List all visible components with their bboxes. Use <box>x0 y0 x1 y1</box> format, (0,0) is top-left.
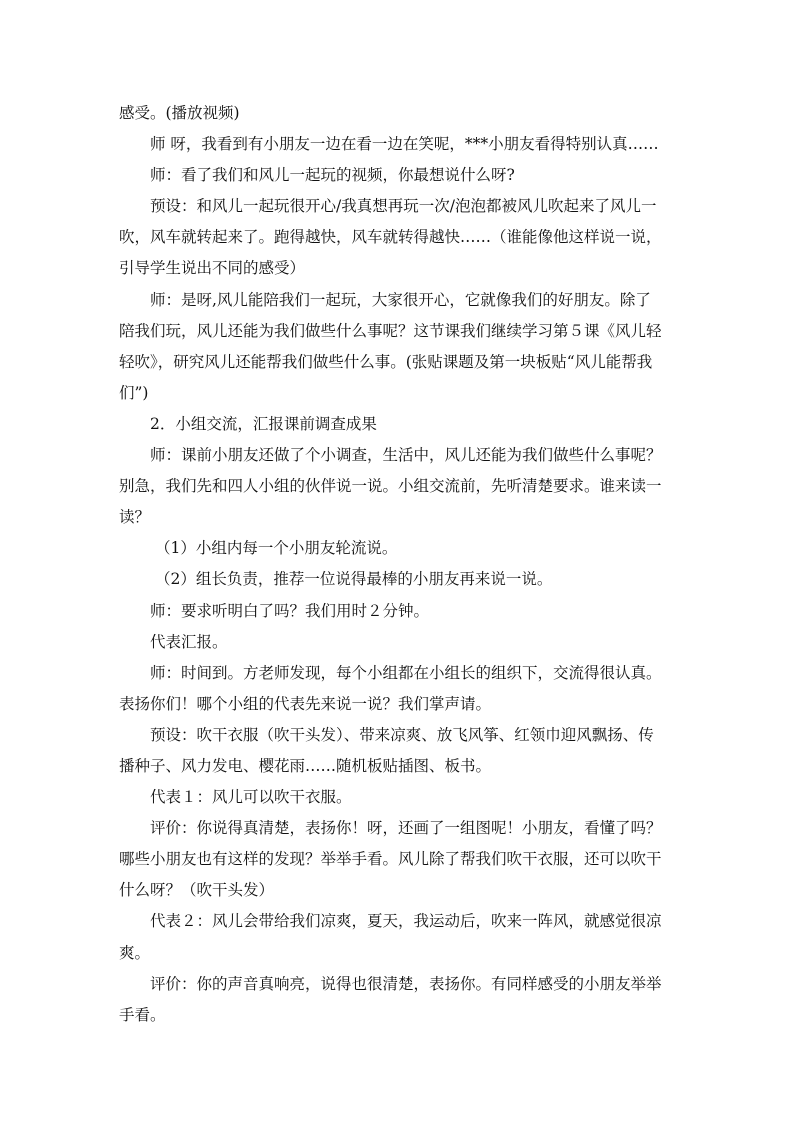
text-line: 什么呀？（吹干头发） <box>119 881 275 900</box>
text-line: 引导学生说出不同的感受） <box>119 259 306 278</box>
text-line: 师 呀，我看到有小朋友一边在看一边在笑呢，***小朋友看得特别认真…… <box>150 135 659 154</box>
text-line: 代表１：风儿可以吹干衣服。 <box>150 788 352 807</box>
text-line: 吹，风车就转起来了。跑得越快，风车就转得越快……（谁能像他这样说一说， <box>119 228 662 247</box>
text-line: 表扬你们！哪个小组的代表先来说一说？我们掌声请。 <box>119 694 492 713</box>
document-body <box>119 98 693 1031</box>
text-line: 读？ <box>119 508 151 527</box>
text-line: （1）小组内每一个小朋友轮流说。 <box>155 539 398 558</box>
text-line: 播种子、风力发电、樱花雨……随机板贴插图、板书。 <box>119 756 492 775</box>
text-line: 轻吹》，研究风儿还能帮我们做些什么事。(张贴课题及第一块板贴“风儿能帮我 <box>119 352 653 371</box>
text-line: 哪些小朋友也有这样的发现？举举手看。风儿除了帮我们吹干衣服，还可以吹干 <box>119 850 662 869</box>
text-line: 师：课前小朋友还做了个小调查，生活中，风儿还能为我们做些什么事呢？ <box>150 446 662 465</box>
text-line: 代表汇报。 <box>150 632 228 651</box>
text-line: 别急，我们先和四人小组的伙伴说一说。小组交流前，先听清楚要求。谁来读一 <box>119 477 662 496</box>
text-line: 预设：和风儿一起玩很开心/我真想再玩一次/泡泡都被风儿吹起来了风儿一 <box>150 197 657 216</box>
text-line: （2）组长负责，推荐一位说得最棒的小朋友再来说一说。 <box>155 570 553 589</box>
text-line: 师：看了我们和风儿一起玩的视频，你最想说什么呀? <box>150 166 515 185</box>
text-line: 手看。 <box>119 1005 166 1024</box>
text-line: 感受。(播放视频) <box>119 104 240 122</box>
text-line: 师：是呀,风儿能陪我们一起玩，大家很开心，它就像我们的好朋友。除了 <box>150 290 651 309</box>
text-line: 预设：吹干衣服（吹干头发）、带来凉爽、放飞风筝、红领巾迎风飘扬、传 <box>150 725 654 744</box>
text-line: 代表２：风儿会带给我们凉爽，夏天，我运动后，吹来一阵风，就感觉很凉 <box>150 912 662 931</box>
text-line: 陪我们玩，风儿还能为我们做些什么事呢？这节课我们继续学习第５课《风儿轻 <box>119 321 662 340</box>
text-line: 师：时间到。方老师发现，每个小组都在小组长的组织下，交流得很认真。 <box>150 663 662 682</box>
text-line: 2．小组交流，汇报课前调查成果 <box>150 414 377 433</box>
text-line: 们”) <box>119 383 149 402</box>
text-line: 评价：你说得真清楚，表扬你！呀，还画了一组图呢！小朋友，看懂了吗？ <box>150 819 662 838</box>
text-line: 评价：你的声音真响亮，说得也很清楚，表扬你。有同样感受的小朋友举举 <box>150 974 662 993</box>
text-line: 爽。 <box>119 943 151 962</box>
text-line: 师：要求听明白了吗？我们用时２分钟。 <box>150 601 430 620</box>
